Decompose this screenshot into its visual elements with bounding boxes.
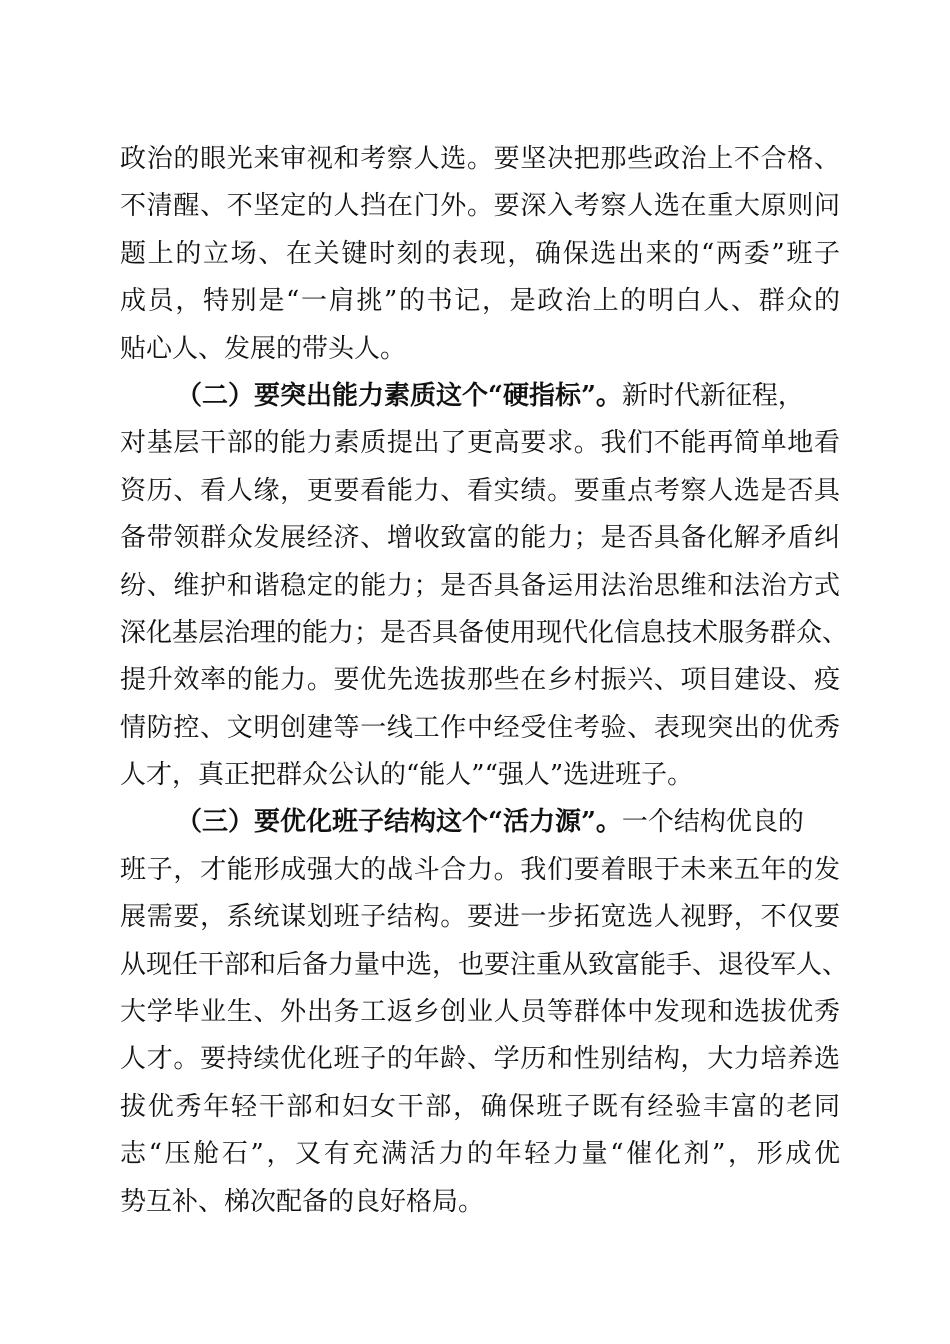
text-line: 志“压舱石”，又有充满活力的年轻力量“催化剂”，形成优 — [120, 1139, 840, 1170]
text-line: 成员，特别是“一肩挑”的书记，是政治上的明白人、群众的 — [120, 286, 840, 317]
text-segment: 新时代新征程， — [621, 380, 804, 411]
text-line: 政治的眼光来审视和考察人选。要坚决把那些政治上不合格、 — [120, 144, 840, 174]
text-line: 势互补、梯次配备的良好格局。 — [120, 1186, 485, 1217]
paragraph-first-line — [120, 799, 840, 846]
text-line: 人才，真正把群众公认的“能人”“强人”选进班子。 — [120, 760, 694, 791]
paragraph-political-standard — [120, 136, 840, 373]
text-line: 资历、看人缘，更要看能力、看实绩。要重点考察人选是否具 — [120, 475, 840, 506]
text-line: 人才。要持续优化班子的年龄、学历和性别结构，大力培养选 — [120, 1044, 840, 1075]
section-heading-3: （三）要优化班子结构这个“活力源”。 — [176, 807, 622, 838]
text-line: 纷、维护和谐稳定的能力；是否具备运用法治思维和法治方式 — [120, 570, 840, 601]
text-line: 贴心人、发展的带头人。 — [120, 333, 407, 364]
text-line: 情防控、文明创建等一线工作中经受住考验、表现突出的优秀 — [120, 712, 840, 743]
text-line: 从现任干部和后备力量中选，也要注重从致富能手、退役军人、 — [120, 949, 849, 980]
text-line: 拔优秀年轻干部和妇女干部，确保班子既有经验丰富的老同 — [120, 1091, 840, 1122]
text-segment: 一个结构优良的 — [621, 807, 804, 838]
text-line: 展需要，系统谋划班子结构。要进一步拓宽选人视野，不仅要 — [120, 902, 840, 933]
section-heading-2: （二）要突出能力素质这个“硬指标”。 — [176, 380, 622, 411]
paragraph-team-structure — [120, 799, 849, 1226]
body-text — [120, 136, 849, 1226]
paragraph-ability-quality — [120, 373, 849, 800]
text-line: 提升效率的能力。要优先选拔那些在乡村振兴、项目建设、疫 — [120, 665, 840, 696]
text-line: 对基层干部的能力素质提出了更高要求。我们不能再简单地看 — [120, 428, 840, 459]
text-line: 备带领群众发展经济、增收致富的能力；是否具备化解矛盾纠 — [120, 523, 840, 554]
text-line: 大学毕业生、外出务工返乡创业人员等群体中发现和选拔优秀 — [120, 997, 840, 1028]
text-line: 深化基层治理的能力；是否具备使用现代化信息技术服务群众、 — [120, 617, 849, 648]
text-line: 不清醒、不坚定的人挡在门外。要深入考察人选在重大原则问 — [120, 191, 840, 222]
text-line: 题上的立场、在关键时刻的表现，确保选出来的“两委”班子 — [120, 238, 840, 269]
paragraph-first-line — [120, 373, 840, 420]
text-line: 班子，才能形成强大的战斗合力。我们要着眼于未来五年的发 — [120, 854, 840, 885]
